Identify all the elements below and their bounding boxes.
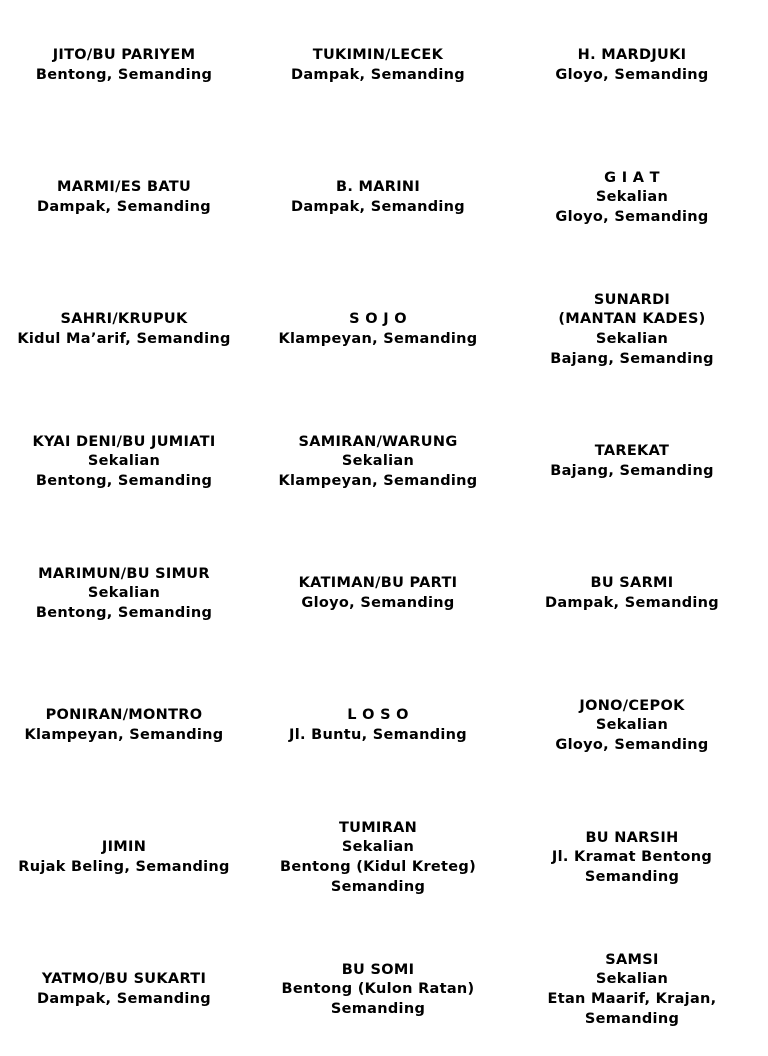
label-note: Sekalian <box>87 453 161 470</box>
address-label <box>0 396 248 528</box>
address-label <box>254 528 502 660</box>
label-address: Semanding <box>330 1000 426 1017</box>
address-label <box>508 660 756 792</box>
address-label <box>0 0 248 132</box>
label-name: SAMIRAN/WARUNG <box>298 433 458 450</box>
label-name: PONIRAN/MONTRO <box>45 707 203 724</box>
label-address: Bentong, Semanding <box>35 604 213 621</box>
label-name: S O J O <box>349 311 407 328</box>
address-label <box>508 132 756 264</box>
label-address: Bentong (Kulon Ratan) <box>281 981 475 998</box>
label-address: Dampak, Semanding <box>37 199 211 215</box>
label-address: Dampak, Semanding <box>291 67 465 83</box>
label-note: Sekalian <box>341 453 415 470</box>
label-note: Sekalian <box>87 585 161 602</box>
label-name: TUKIMIN/LECEK <box>312 47 444 64</box>
label-address: Dampak, Semanding <box>545 595 719 611</box>
label-address: Jl. Kramat Bentong <box>551 849 713 866</box>
label-note: Sekalian <box>595 331 669 347</box>
address-label <box>254 660 502 792</box>
label-address: Etan Maarif, Krajan, <box>547 991 717 1007</box>
address-label <box>254 0 502 132</box>
label-row <box>0 528 768 660</box>
label-address: Semanding <box>584 1010 680 1027</box>
label-name: TUMIRAN <box>338 819 418 836</box>
label-address: Rujak Beling, Semanding <box>18 859 230 875</box>
address-label <box>508 264 756 396</box>
label-address: Klampeyan, Semanding <box>24 727 224 743</box>
label-row <box>0 792 768 924</box>
address-label <box>508 792 756 924</box>
label-note: Sekalian <box>595 717 669 734</box>
address-label <box>508 528 756 660</box>
label-address: Bajang, Semanding <box>550 463 714 479</box>
address-label <box>254 264 502 396</box>
address-label <box>508 0 756 132</box>
label-name: MARIMUN/BU SIMUR <box>38 565 210 582</box>
address-label <box>0 924 248 1056</box>
label-name: YATMO/BU SUKARTI <box>41 971 207 988</box>
label-row <box>0 264 768 396</box>
address-label <box>0 132 248 264</box>
address-label <box>0 792 248 924</box>
label-row <box>0 924 768 1056</box>
address-label <box>0 264 248 396</box>
label-name: SAHRI/KRUPUK <box>60 311 188 328</box>
label-address: Jl. Buntu, Semanding <box>289 727 467 743</box>
label-name: H. MARDJUKI <box>577 47 687 64</box>
label-address: Dampak, Semanding <box>291 199 465 215</box>
label-name: SUNARDI <box>593 291 671 308</box>
label-name: G I A T <box>604 169 660 186</box>
label-address: Bentong (Kidul Kreteg) <box>280 859 476 875</box>
address-label <box>254 924 502 1056</box>
label-name: JONO/CEPOK <box>579 697 685 714</box>
label-address: Dampak, Semanding <box>37 991 211 1007</box>
address-label <box>254 792 502 924</box>
label-address: Bentong, Semanding <box>35 472 213 489</box>
address-label <box>254 132 502 264</box>
label-name: JITO/BU PARIYEM <box>52 47 196 64</box>
label-note: Sekalian <box>341 839 415 856</box>
label-name: BU NARSIH <box>585 829 679 846</box>
label-name: MARMI/ES BATU <box>56 179 192 196</box>
label-row <box>0 132 768 264</box>
label-name: KATIMAN/BU PARTI <box>298 575 458 592</box>
label-address: Klampeyan, Semanding <box>278 472 478 489</box>
label-row <box>0 396 768 528</box>
label-name: BU SARMI <box>590 575 674 592</box>
label-address: Bajang, Semanding <box>550 350 714 367</box>
label-address: Semanding <box>584 868 680 885</box>
label-name: JIMIN <box>101 839 147 856</box>
label-address: Gloyo, Semanding <box>301 595 455 611</box>
label-address: Gloyo, Semanding <box>555 67 709 83</box>
label-name: TAREKAT <box>594 443 670 460</box>
label-name: B. MARINI <box>335 179 421 196</box>
label-name: SAMSI <box>605 951 659 968</box>
label-note: Sekalian <box>595 971 669 988</box>
label-address: Gloyo, Semanding <box>555 208 709 225</box>
label-name: BU SOMI <box>341 961 415 978</box>
address-label <box>254 396 502 528</box>
label-title: (MANTAN KADES) <box>558 311 706 328</box>
label-address: Bentong, Semanding <box>35 67 213 83</box>
label-row <box>0 660 768 792</box>
label-address: Klampeyan, Semanding <box>278 331 478 347</box>
label-address: Semanding <box>330 878 426 895</box>
label-note: Sekalian <box>595 189 669 206</box>
label-row <box>0 0 768 132</box>
address-label <box>508 396 756 528</box>
address-label <box>508 924 756 1056</box>
address-label <box>0 528 248 660</box>
label-name: KYAI DENI/BU JUMIATI <box>32 433 216 450</box>
address-label <box>0 660 248 792</box>
label-address: Kidul Ma’arif, Semanding <box>17 331 231 347</box>
label-address: Gloyo, Semanding <box>555 736 709 753</box>
label-name: L O S O <box>347 707 409 724</box>
